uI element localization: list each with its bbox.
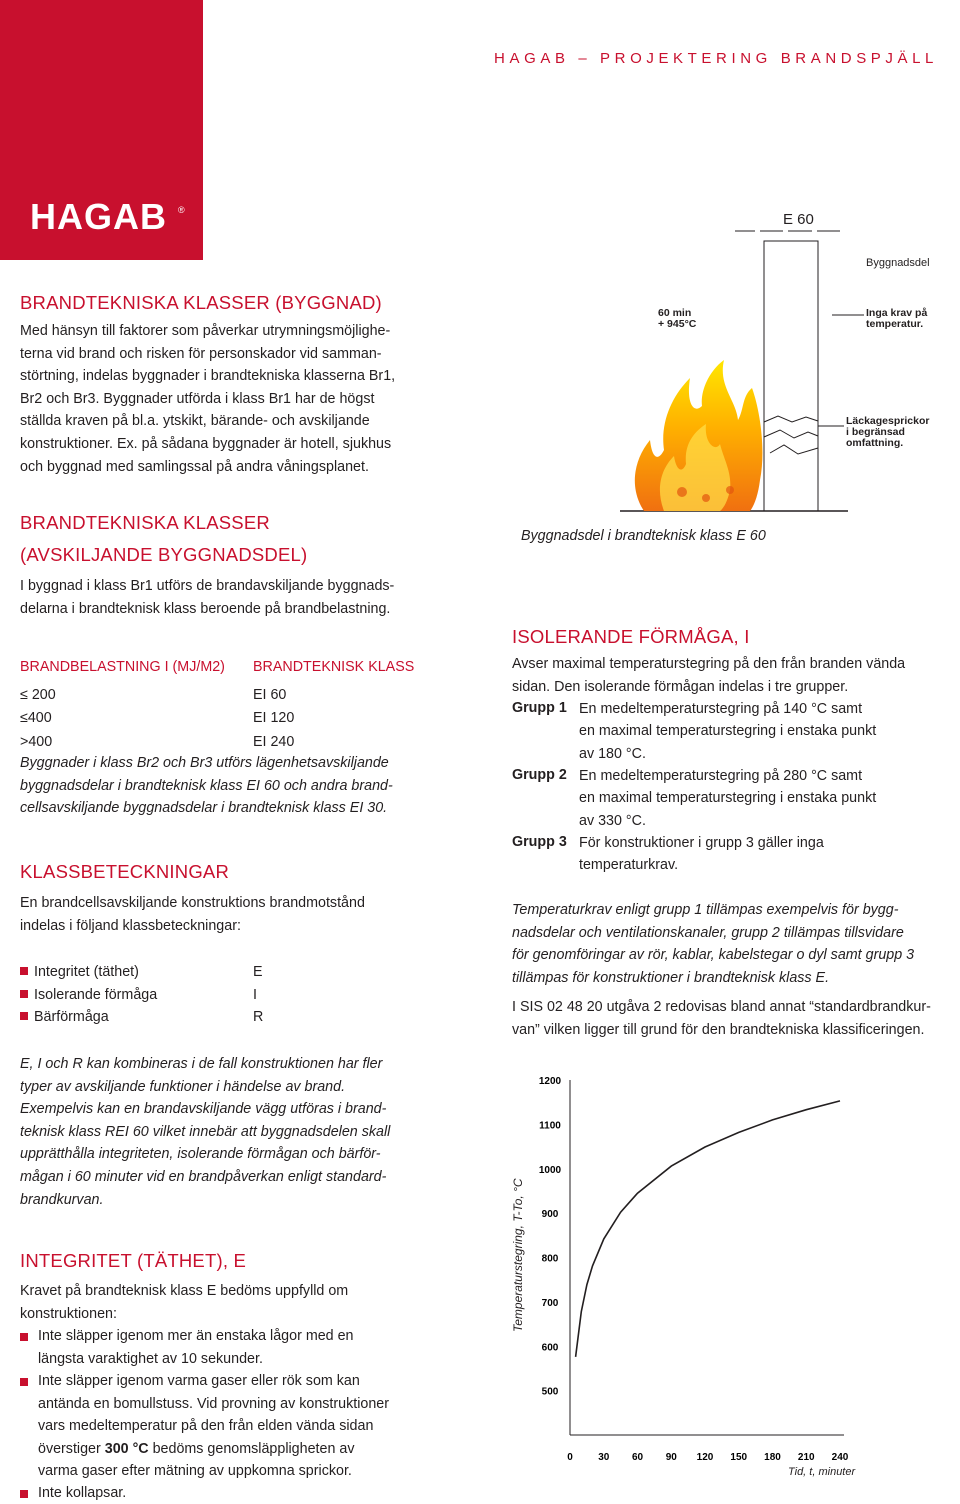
table-row-class: EI 120 (253, 710, 295, 726)
x-tick-label: 150 (730, 1452, 748, 1463)
table-row-class: EI 240 (253, 734, 295, 750)
sec3-note: E, I och R kan kombineras i de fall konstruktionen har fler typer av avskiljande funktioner i händelse av brand. Exempelvis kan en brandavskiljande vägg utföras i brand- teknisk klass REI 60 vilket innebär att byggnadsdelen skall upprätthålla integriteten, isolerande förmågan och bärför- mågan i 60 minuter vid en brandpåverkan enligt standard- brandkurvan. (20, 1056, 391, 1208)
class-code: E (253, 964, 263, 980)
running-head: HAGAB – PROJEKTERING BRANDSPJÄLL (494, 50, 938, 67)
sec5-note: Temperaturkrav enligt grupp 1 tillämpas exempelvis för bygg- nadsdelar och ventilationskanaler, grupp 2 tillämpas tillsvidare för genomföringar av rör, kablar, kabelstegar o dyl samt grupp 3 tillämpas för konstruktioner i brandteknisk klass E. (512, 902, 915, 986)
sec3-body: En brandcellsavskiljande konstruktions brandmotstånd indelas i följand klassbeteckningar: (20, 895, 365, 934)
x-tick-label: 180 (764, 1452, 781, 1463)
table-row-class: EI 60 (253, 687, 287, 703)
sec2-body: I byggnad i klass Br1 utförs de brandavskiljande byggnads- delarna i brandteknisk klass beroende på brandbelastning. (20, 578, 395, 617)
y-tick-label: 800 (541, 1253, 559, 1265)
sec2-heading-2: (AVSKILJANDE BYGGNADSDEL) (20, 544, 308, 565)
sec5-heading: ISOLERANDE FÖRMÅGA, I (512, 626, 750, 647)
group-label: Grupp 1 (512, 700, 567, 716)
sis-text: I SIS 02 48 20 utgåva 2 redovisas bland annat “standardbrandkur- van” vilken ligger till grund för den brandtekniska klassificeringen. (512, 999, 931, 1038)
y-tick-label: 1200 (538, 1076, 562, 1087)
list-item: Bärförmåga (20, 1009, 109, 1025)
y-tick-label: 600 (541, 1342, 559, 1354)
logo-registered-mark: ® (178, 205, 185, 215)
class-code: R (253, 1009, 264, 1025)
y-tick-label: 700 (541, 1297, 559, 1309)
group-text: En medeltemperaturstegring på 280 °C samt en maximal temperaturstegring i enstaka punkt av 330 °C. (579, 768, 877, 829)
y-tick-label: 1100 (539, 1120, 561, 1132)
list-item: Inte släpper igenom mer än enstaka lågor med en längsta varaktighet av 10 sekunder. (20, 1325, 354, 1370)
table-row-load: >400 (20, 734, 53, 750)
list-item: Inte kollapsar. (20, 1482, 126, 1504)
sec1-heading: BRANDTEKNISKA KLASSER (BYGGNAD) (20, 292, 382, 313)
e60-label: E 60 (783, 211, 814, 228)
sec4-body: Kravet på brandteknisk klass E bedöms uppfylld om konstruktionen: (20, 1283, 349, 1322)
fire-ember (726, 486, 734, 494)
sec2-heading-1: BRANDTEKNISKA KLASSER (20, 512, 270, 533)
byggnadsdel-label: Byggnadsdel (866, 257, 930, 269)
table-row-load: ≤400 (20, 710, 52, 726)
sec2-note: Byggnader i klass Br2 och Br3 utförs lägenhetsavskiljande byggnadsdelar i brandteknisk klass EI 60 och andra brand- cellsavskiljande byggnadsdelar i brandteknisk klass EI 30. (20, 755, 393, 817)
sec4-heading: INTEGRITET (TÄTHET), E (20, 1250, 247, 1271)
x-tick-label: 0 (567, 1452, 573, 1463)
x-tick-label: 60 (631, 1452, 644, 1463)
group-label: Grupp 2 (512, 767, 567, 783)
class-code: I (253, 987, 257, 1003)
x-tick-label: 210 (797, 1452, 815, 1463)
no-temp-requirement-label: Inga krav på temperatur. (866, 307, 928, 330)
standard-fire-curve (576, 1101, 840, 1357)
table-row-load: ≤ 200 (20, 687, 56, 703)
list-item: Inte släpper igenom varma gaser eller rök som kan antända en bomullstuss. Vid provning av konstruktioner vars medeltemperatur på den från elden vända sidan överstiger 300 °C bedöms genomsläppligheten av varma gaser efter mätning av uppkomna sprickor. (20, 1370, 389, 1483)
sec1-body: Med hänsyn till faktorer som påverkar utrymningsmöjlighe- terna vid brand och risken för personskador vid samman- störtning, indelas byggnader i brandtekniska klasserna Br1, Br2 och Br3. Byggnader utförda i klass Br1 har de högst ställda kraven på bl.a. ytskikt, bärande- och avskiljande konstruktioner. Ex. på sådana byggnader är hotell, sjukhus och byggnad med samlingssal på andra våningsplanet. (20, 323, 396, 475)
group-text: En medeltemperaturstegring på 140 °C samt en maximal temperaturstegring i enstaka punkt av 180 °C. (579, 701, 877, 762)
bullet-square-icon (20, 967, 28, 975)
col-header-load: BRANDBELASTNING I (MJ/M2) (20, 659, 225, 675)
wall (764, 241, 818, 511)
group-text: För konstruktioner i grupp 3 gäller inga temperaturkrav. (579, 835, 824, 874)
sec5-body: Avser maximal temperaturstegring på den från branden vända sidan. Den isolerande förmågan indelas i tre grupper. (512, 656, 906, 695)
x-tick-label: 90 (665, 1452, 677, 1463)
y-axis-label: Temperaturstegring, T-To, °C (511, 1178, 525, 1332)
col-header-class: BRANDTEKNISK KLASS (253, 659, 415, 675)
temperature-chart (520, 1065, 900, 1465)
y-tick-label: 1000 (538, 1164, 562, 1176)
e60-diagram (620, 200, 950, 520)
x-tick-label: 120 (696, 1452, 714, 1463)
x-tick-label: 30 (598, 1452, 610, 1463)
x-tick-label: 240 (831, 1452, 849, 1463)
diagram-caption: Byggnadsdel i brandteknisk klass E 60 (521, 528, 766, 544)
group-label: Grupp 3 (512, 834, 567, 850)
y-tick-label: 900 (541, 1209, 559, 1221)
y-tick-label: 500 (541, 1386, 559, 1398)
bullet-square-icon (20, 1012, 28, 1020)
bullet-square-icon (20, 990, 28, 998)
logo: HAGAB (30, 196, 167, 237)
list-item: Integritet (täthet) (20, 964, 139, 980)
x-axis-label: Tid, t, minuter (788, 1466, 856, 1478)
fire-ember (677, 487, 687, 497)
list-item: Isolerande förmåga (20, 987, 157, 1003)
leakage-label: Läckagesprickor i begränsad omfattning. (846, 415, 930, 449)
sec3-heading: KLASSBETECKNINGAR (20, 861, 230, 882)
fire-label: 60 min + 945°C (658, 307, 697, 330)
fire-ember (702, 494, 710, 502)
